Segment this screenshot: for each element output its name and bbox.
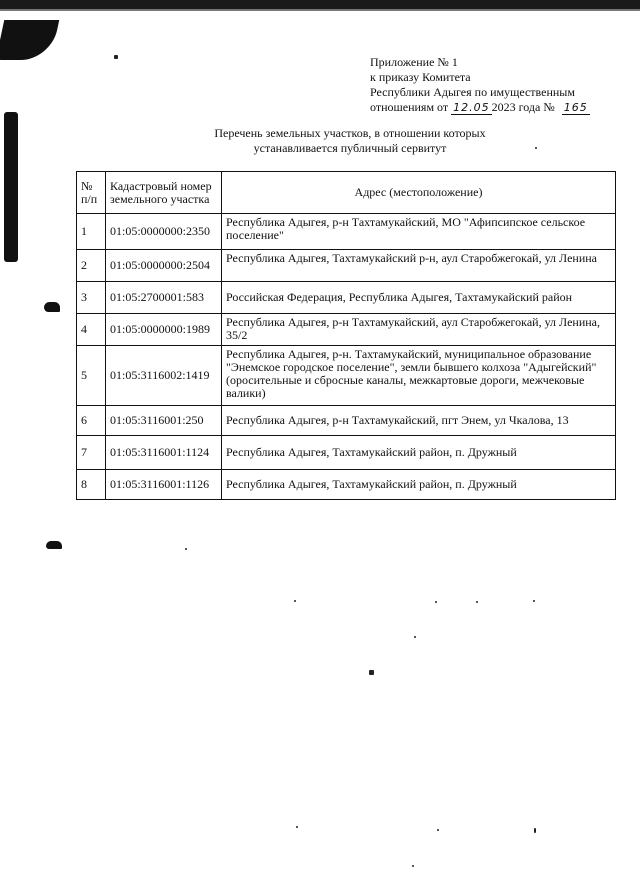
- appendix-header: [370, 55, 630, 115]
- title-line-2: устанавливается публичный сервитут: [253, 141, 447, 155]
- scan-speck: [435, 601, 437, 603]
- scan-blot-left-mark-1: [44, 302, 60, 312]
- document-title: [160, 126, 540, 156]
- row-address: Республика Адыгея, р-н Тахтамукайский, МО "Афипсипское сельское поселение": [222, 214, 616, 250]
- scan-speck: [412, 865, 414, 867]
- scan-speck: [476, 601, 478, 603]
- handwritten-order-number: 165: [563, 101, 588, 114]
- scan-speck: [534, 828, 536, 833]
- row-address: Республика Адыгея, р-н Тахтамукайский, пгт Энем, ул Чкалова, 13: [222, 406, 616, 436]
- row-cadastral: 01:05:3116001:1126: [106, 470, 222, 500]
- header-num: № п/п: [77, 172, 106, 214]
- table-row: [77, 436, 616, 470]
- row-num: 2: [77, 250, 106, 282]
- row-num: 3: [77, 282, 106, 314]
- scan-speck: [535, 147, 537, 149]
- row-cadastral: 01:05:3116001:1124: [106, 436, 222, 470]
- scan-speck: [185, 548, 187, 550]
- scan-speck: [294, 600, 296, 602]
- table-row: [77, 470, 616, 500]
- scan-blot-left-mark-2: [46, 541, 62, 549]
- row-num: 4: [77, 314, 106, 346]
- scan-top-border: [0, 0, 640, 9]
- row-address: Республика Адыгея, Тахтамукайский р-н, аул Старобжегокай, ул Ленина: [222, 250, 616, 282]
- scan-speck: [114, 55, 118, 59]
- appendix-line-4: [370, 100, 630, 115]
- table-row: [77, 406, 616, 436]
- row-address: Республика Адыгея, р-н. Тахтамукайский, муниципальное образование "Энемское городское поселение", земли бывшего колхоза "Адыгейский" (оросительные и сбросные каналы, межкартовые дороги, межчековые валики): [222, 346, 616, 406]
- row-address: Республика Адыгея, Тахтамукайский район, п. Дружный: [222, 470, 616, 500]
- handwritten-date: 12.05: [453, 101, 490, 114]
- appendix-date-prefix: отношениям от: [370, 100, 449, 114]
- row-num: 1: [77, 214, 106, 250]
- row-cadastral: 01:05:3116001:250: [106, 406, 222, 436]
- scan-speck: [369, 670, 374, 675]
- row-address: Республика Адыгея, Тахтамукайский район, п. Дружный: [222, 436, 616, 470]
- scan-speck: [414, 636, 416, 638]
- row-num: 6: [77, 406, 106, 436]
- row-num: 8: [77, 470, 106, 500]
- table-row: [77, 250, 616, 282]
- row-cadastral: 01:05:3116002:1419: [106, 346, 222, 406]
- scan-speck: [437, 829, 439, 831]
- row-cadastral: 01:05:0000000:2350: [106, 214, 222, 250]
- appendix-line-2: к приказу Комитета: [370, 70, 471, 84]
- header-address: Адрес (местоположение): [222, 172, 616, 214]
- row-address: Российская Федерация, Республика Адыгея, Тахтамукайский район: [222, 282, 616, 314]
- title-line-1: Перечень земельных участков, в отношении которых: [214, 126, 486, 140]
- table-row: [77, 346, 616, 406]
- table-row: [77, 314, 616, 346]
- row-cadastral: 01:05:0000000:2504: [106, 250, 222, 282]
- scan-blot-left-bar: [4, 112, 18, 262]
- row-cadastral: 01:05:0000000:1989: [106, 314, 222, 346]
- appendix-year-text: 2023 года №: [491, 100, 555, 114]
- header-cadastral: Кадастровый номер земельного участка: [106, 172, 222, 214]
- table-row: [77, 282, 616, 314]
- scan-speck: [533, 600, 535, 602]
- scan-speck: [296, 826, 298, 828]
- appendix-line-1: Приложение № 1: [370, 55, 458, 69]
- appendix-line-3: Республики Адыгея по имущественным: [370, 85, 575, 99]
- row-num: 5: [77, 346, 106, 406]
- land-parcels-table: [76, 171, 616, 500]
- table-row: [77, 214, 616, 250]
- row-cadastral: 01:05:2700001:583: [106, 282, 222, 314]
- row-address: Республика Адыгея, р-н Тахтамукайский, аул Старобжегокай, ул Ленина, 35/2: [222, 314, 616, 346]
- table-header-row: [77, 172, 616, 214]
- row-num: 7: [77, 436, 106, 470]
- scan-blot-top-left: [0, 20, 59, 60]
